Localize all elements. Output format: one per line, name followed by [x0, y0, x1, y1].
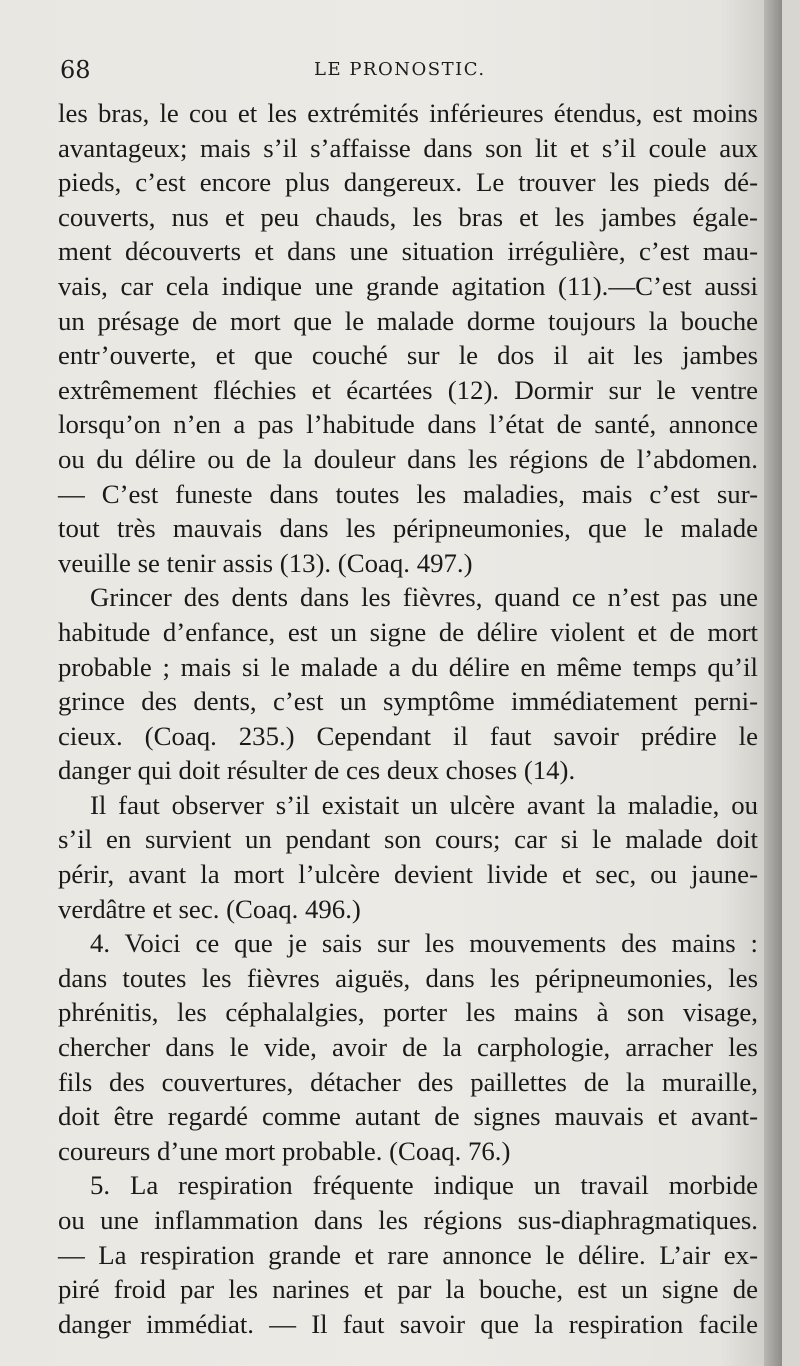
text-line: pieds, c’est encore plus dangereux. Le trouver les pieds dé- [58, 167, 758, 198]
text-line: extrêmement fléchies et écartées (12). Dormir sur le ventre [58, 374, 758, 405]
text-line: chercher dans le vide, avoir de la carphologie, arracher les [58, 1032, 758, 1063]
page-header [60, 56, 760, 92]
text-line: 5. La respiration fréquente indique un travail morbide [90, 1170, 758, 1201]
page-number: 68 [60, 56, 91, 84]
text-line: cieux. (Coaq. 235.) Cependant il faut savoir prédire le [58, 720, 758, 751]
text-line: ment découverts et dans une situation irrégulière, c’est mau- [58, 236, 758, 267]
text-line: — C’est funeste dans toutes les maladies, mais c’est sur- [58, 478, 758, 509]
text-line: grince des dents, c’est un symptôme immédiatement perni- [58, 686, 758, 717]
text-line: probable ; mais si le malade a du délire en même temps qu’il [58, 651, 758, 682]
text-line: ou du délire ou de la douleur dans les régions de l’abdomen. [58, 443, 758, 474]
text-line: danger qui doit résulter de ces deux choses (14). [58, 755, 576, 786]
page-edge-shadow [764, 0, 782, 1366]
text-line: dans toutes les fièvres aiguës, dans les péripneumonies, les [58, 962, 758, 993]
text-line: ou une inflammation dans les régions sus-diaphragmatiques. [58, 1205, 758, 1235]
text-line: phrénitis, les céphalalgies, porter les mains à son visage, [58, 997, 758, 1028]
running-head: LE PRONOSTIC. [314, 59, 486, 80]
text-line: tout très mauvais dans les péripneumonies, que le malade [58, 513, 758, 544]
text-line: s’il en survient un pendant son cours; car si le malade doit [58, 824, 758, 855]
text-line: lorsqu’on n’en a pas l’habitude dans l’état de santé, annonce [58, 409, 758, 440]
text-line: danger immédiat. — Il faut savoir que la respiration facile [58, 1308, 758, 1339]
text-line: doit être regardé comme autant de signes mauvais et avant- [58, 1101, 758, 1132]
text-line: entr’ouverte, et que couché sur le dos il ait les jambes [58, 340, 758, 371]
text-line: un présage de mort que le malade dorme toujours la bouche [58, 305, 758, 336]
text-line: coureurs d’une mort probable. (Coaq. 76.) [58, 1135, 511, 1166]
text-line: vais, car cela indique une grande agitation (11).—C’est aussi [58, 270, 758, 301]
text-line: périr, avant la mort l’ulcère devient livide et sec, ou jaune- [58, 859, 758, 890]
text-line: veuille se tenir assis (13). (Coaq. 497.) [58, 547, 473, 578]
body-text [58, 96, 758, 1341]
text-line: fils des couvertures, détacher des paillettes de la muraille, [58, 1066, 758, 1097]
text-line: — La respiration grande et rare annonce le délire. L’air ex- [58, 1239, 758, 1270]
text-line: avantageux; mais s’il s’affaisse dans son lit et s’il coule aux [58, 132, 758, 163]
text-line: Grincer des dents dans les fièvres, quand ce n’est pas une [90, 582, 758, 613]
text-line: piré froid par les narines et par la bouche, est un signe de [58, 1274, 758, 1305]
text-line: verdâtre et sec. (Coaq. 496.) [58, 893, 361, 924]
text-line: couverts, nus et peu chauds, les bras et les jambes égale- [58, 201, 758, 232]
text-line: Il faut observer s’il existait un ulcère avant la maladie, ou [90, 789, 758, 820]
text-line: 4. Voici ce que je sais sur les mouvements des mains : [90, 928, 758, 959]
text-line: les bras, le cou et les extrémités inférieures étendus, est moins [58, 98, 758, 128]
text-line: habitude d’enfance, est un signe de délire violent et de mort [58, 616, 758, 647]
